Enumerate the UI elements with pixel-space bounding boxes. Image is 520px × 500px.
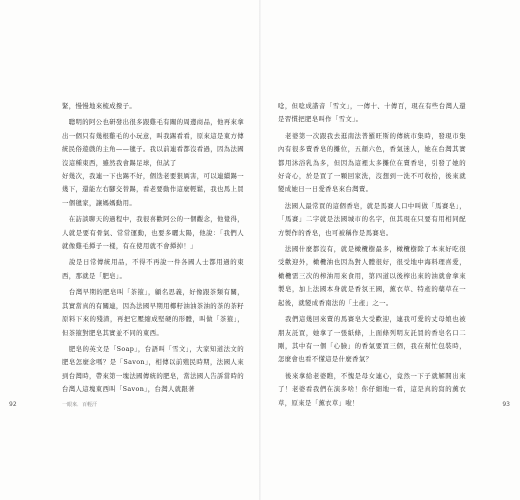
left-page <box>62 100 244 400</box>
paragraph: 我們這幾回來賣的馬賽皂大受歡迎，連我可愛的丈母娘也被朋友託買，她拿了一張紙條，上面條列明友託買的香皂名口二剛，其中有一個「心臉」的香氣要買三個，我在幫忙包裝時，怎麼會也看不懂這是什麼香氣？ <box>278 315 466 364</box>
paragraph: 後來拿給老婆瞧，不愧是母女連心，竟然一下子就解開出來了！老婆看我們在演多啥！你仔細地一看，這是真的寫的薰衣草，原來是「薰衣草」啦！ <box>278 371 466 407</box>
paragraph: 唸，但唸成諧音「雪文」，一傳十、十傳百，現在有些台灣人還是習慣把肥皂叫作「雪文」。 <box>278 102 466 124</box>
paragraph: 法國什麼都沒有，就是橄欖樹最多，橄欖樹除了本來好吃很受歡迎外，橄欖油也因為對人體很好，很受地中海料理喜愛，橄欖需三次的榨油用來食用，第四道以後榨出來的油就會拿來製皂，加上法國本身就是香氛王國，薰衣草、特產的藥草在一起後，就變成香南法的「土產」之一。 <box>278 245 466 307</box>
book-gutter <box>259 0 261 500</box>
left-page-number: 92 <box>9 401 17 408</box>
paragraph: 肥皂的英文是「Soap」，台語叫「雪文」，大家知道法文的肥皂怎麼念嗎？是「Savon」，相傳以前殖民時期，法國人來到台灣時，帶來第一塊法國傳統的肥皂，當法國人告訴當時的台灣人這塊東西叫「Savon」，台灣人就跟著 <box>62 344 244 394</box>
paragraph: 在訪談聊天的過程中，我很喜歡阿公的一個觀念，他覺得，人就是要有骨氣、常常運動，也要多曬太陽，他說：「我們人就像雞毛撢子一樣，有在使用就不會撢掉！」 <box>62 215 244 251</box>
paragraph: 老婆第一次跟我去逛南法普羅旺斯的傳統市集時，發現市集內有很多賣香皂的攤位，五顏六色，香氣迷人，她在台灣其實都用沐浴乳為多，但因為這裡太多攤位在賣香皂，引發了她的好奇心，於是買了一顆回家洗，沒想到一洗不可收拾，後來就變成她日一日愛香皂來台灣賣。 <box>278 131 466 194</box>
paragraph: 說是日常傳統用品，不得不再說一件各國人士都用過的東西，那就是「肥皂」。 <box>62 258 244 280</box>
running-head: 一眼來．百輕汗 <box>62 402 98 408</box>
right-page-number: 93 <box>502 401 510 408</box>
paragraph: 聰明的阿公也研發出很多跟雞毛有關的周邊商品，他再來拿出一個只有幾根雞毛的小玩意，叫我踢看看，原來這是東方傳統民俗遊戲的主角——毽子。我以前連看都沒看過，因為法國沒這種東西，雖然我會踢足球，但試了 好幾次，我連一下也踢不好，個迭老要狠厲害，可以連續踢一幾下，還能左右腳交替踢，看老要動作這麼輕鬆，我也馬上買一個毽家，讓媽媽動用。 <box>62 118 244 207</box>
paragraph: 法國人最常買的這個香皂，就是馬賽人口中叫做「馬賽皂」，「馬賽」二字就是法國城市的名字，但其現在只要有用相同配方製作的香皂，也可被稱作是馬賽皂。 <box>278 201 466 237</box>
paragraph: 緊，慢慢地來梳成撥子。 <box>62 102 137 110</box>
paragraph: 台灣早期的肥皂叫「茶箍」，顧名思義，好像跟茶類有關，其實當真的有關連，因為法國早期用椰籽油油茶油的茶的茶籽原料下來的殘渣，再把它壓縮成堅硬的形體，叫做「茶箍」，但茶箍對肥皂其實並不同的東西。 <box>62 288 244 337</box>
right-page <box>278 100 466 413</box>
